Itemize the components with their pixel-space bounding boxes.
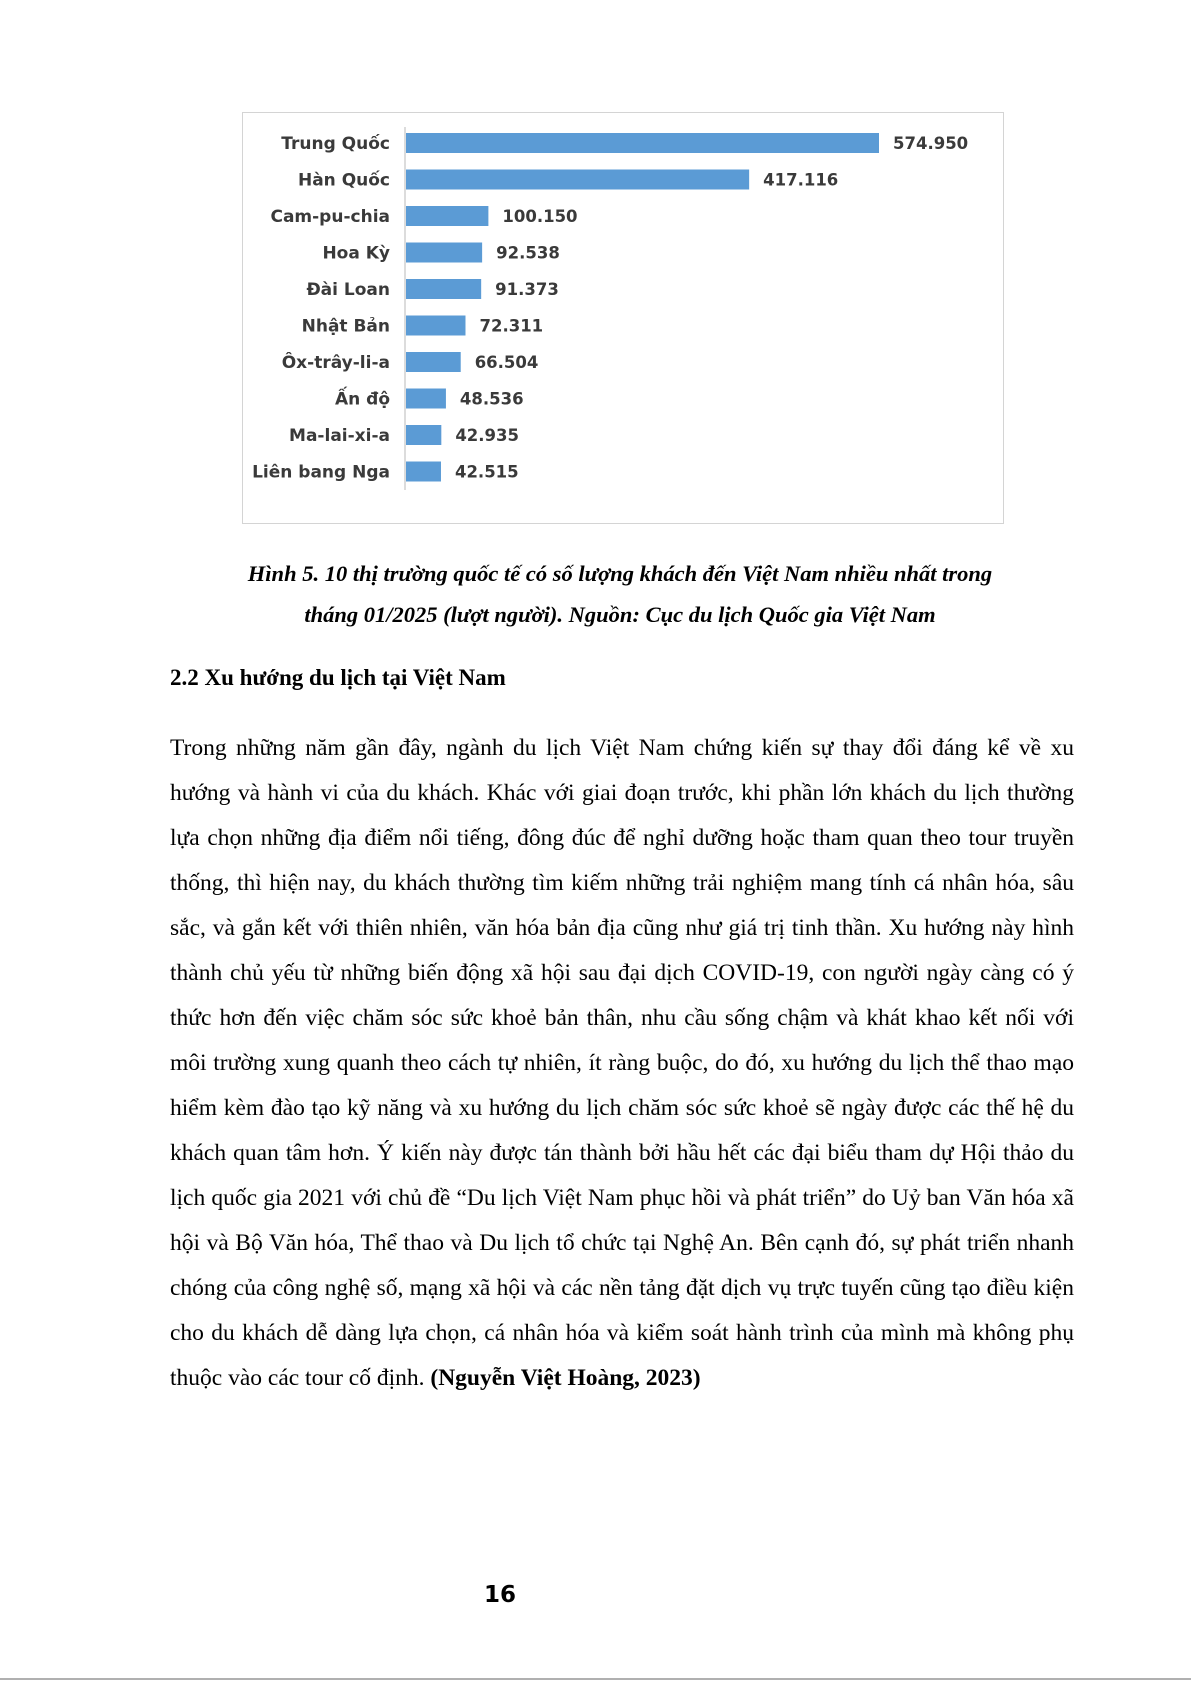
bar bbox=[406, 133, 879, 153]
citation: (Nguyễn Việt Hoàng, 2023) bbox=[430, 1365, 701, 1391]
category-label: Ôx-trây-li-a bbox=[281, 353, 390, 373]
body-paragraph bbox=[170, 726, 1074, 1401]
value-label: 91.373 bbox=[495, 280, 559, 299]
page-number: 16 bbox=[483, 1582, 516, 1608]
value-label: 72.311 bbox=[479, 316, 544, 336]
bar bbox=[406, 352, 461, 372]
bar-chart-svg bbox=[243, 113, 1003, 523]
value-label: 100.150 bbox=[502, 207, 578, 226]
bottom-rule bbox=[0, 1678, 1191, 1680]
category-label: Nhật Bản bbox=[301, 316, 390, 337]
value-label: 92.538 bbox=[496, 243, 560, 263]
section-heading: 2.2 Xu hướng du lịch tại Việt Nam bbox=[170, 665, 506, 690]
paragraph-text: Trong những năm gần đây, ngành du lịch Việt Nam chứng kiến sự thay đổi đáng kể về xu hướng và hành vi của du khách. Khác với giai đoạn trước, khi phần lớn khách du lịch thường lựa chọn những địa điểm nổi tiếng, đông đúc để nghỉ dưỡng hoặc tham quan theo tour truyền thống, thì hiện nay, du khách thường tìm kiếm những trải nghiệm mang tính cá nhân hóa, sâu sắc, và gắn kết với thiên nhiên, văn hóa bản địa cũng như giá trị tinh thần. Xu hướng này hình thành chủ yếu từ những biến động xã hội sau đại dịch COVID-19, con người ngày càng có ý thức hơn đến việc chăm sóc sức khoẻ bản thân, nhu cầu sống chậm và khát khao kết nối với môi trường xung quanh theo cách tự nhiên, ít ràng buộc, do đó, xu hướng du lịch thể thao mạo hiểm kèm đào tạo kỹ năng và xu hướng du lịch chăm sóc sức khoẻ sẽ ngày được các thế hệ du khách quan tâm hơn. Ý kiến này được tán thành bởi hầu hết các đại biểu tham dự Hội thảo du lịch quốc gia 2021 với chủ đề “Du lịch Việt Nam phục hồi và phát triển” do Uỷ ban Văn hóa xã hội và Bộ Văn hóa, Thể thao và Du lịch tổ chức tại Nghệ An. Bên cạnh đó, sự phát triển nhanh chóng của công nghệ số, mạng xã hội và các nền tảng đặt dịch vụ trực tuyến cũng tạo điều kiện cho du khách dễ dàng lựa chọn, cá nhân hóa và kiểm soát hành trình của mình mà không phụ thuộc vào các tour cố định. bbox=[170, 735, 1074, 1391]
bar-chart bbox=[242, 112, 1004, 524]
category-label: Ấn độ bbox=[334, 389, 390, 410]
category-label: Ma-lai-xi-a bbox=[289, 426, 390, 446]
category-label: Hoa Kỳ bbox=[322, 243, 390, 264]
bar bbox=[406, 425, 441, 445]
bar bbox=[406, 279, 481, 299]
value-label: 417.116 bbox=[763, 170, 839, 190]
bar bbox=[406, 389, 446, 409]
bar bbox=[406, 462, 441, 482]
value-label: 42.935 bbox=[455, 426, 519, 445]
bar bbox=[406, 170, 749, 190]
category-label: Trung Quốc bbox=[281, 134, 390, 154]
category-label: Đài Loan bbox=[306, 280, 390, 300]
value-label: 574.950 bbox=[893, 134, 969, 153]
category-label: Hàn Quốc bbox=[297, 170, 390, 191]
bar bbox=[406, 206, 488, 226]
caption-line-2: tháng 01/2025 (lượt người). Nguồn: Cục du lịch Quốc gia Việt Nam bbox=[304, 602, 936, 627]
value-label: 42.515 bbox=[454, 462, 519, 482]
value-label: 66.504 bbox=[474, 353, 539, 372]
figure-caption bbox=[170, 553, 1070, 635]
category-label: Cam-pu-chia bbox=[270, 207, 390, 227]
category-label: Liên bang Nga bbox=[252, 462, 390, 483]
bar bbox=[406, 316, 465, 336]
bar bbox=[406, 243, 482, 263]
caption-line-1: Hình 5. 10 thị trường quốc tế có số lượng khách đến Việt Nam nhiều nhất trong bbox=[247, 561, 993, 586]
value-label: 48.536 bbox=[459, 389, 524, 409]
